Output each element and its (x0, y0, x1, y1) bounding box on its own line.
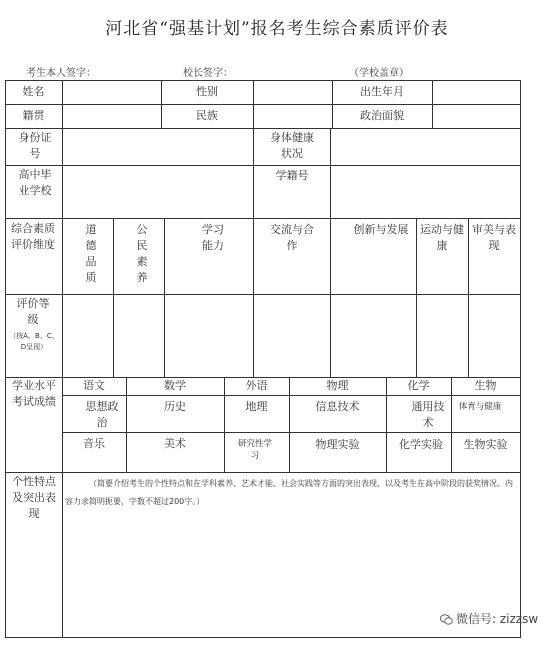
evaluation-grade-label: 评价等级 (16, 297, 50, 326)
subject-pe-health: 体育与健康 (458, 402, 502, 412)
school-seal-label: （学校盖章） (349, 68, 409, 79)
subject-research-study: 研究性学习 (237, 439, 272, 461)
gender-label: 性别 (196, 85, 218, 98)
row-line (5, 128, 521, 129)
principal-signature-label: 校长签字： (183, 68, 233, 79)
dimension-communication: 交流与合作 (270, 223, 314, 252)
personality-features-label: 个性特点及突出表现 (12, 475, 56, 520)
student-signature-label: 考生本人签字： (26, 68, 96, 79)
row-line (5, 294, 521, 295)
dimension-citizenship: 公民素养 (136, 223, 148, 284)
student-id-label: 学籍号 (275, 169, 309, 182)
subject-foreign-language: 外语 (245, 379, 268, 392)
column-line (330, 218, 331, 377)
health-status-label: 身体健康状况 (270, 131, 314, 160)
subject-music: 音乐 (83, 437, 105, 450)
subject-chemistry: 化学 (407, 379, 430, 392)
name-label: 姓名 (22, 85, 45, 98)
political-status-label: 政治面貌 (360, 109, 404, 122)
subject-physics-lab: 物理实验 (315, 438, 360, 451)
subject-general-tech: 通用技术 (411, 400, 445, 429)
subject-chemistry-lab: 化学实验 (399, 438, 443, 451)
subject-it: 信息技术 (315, 400, 360, 413)
grade-hint: （按A、B、C、D呈现） (9, 332, 59, 351)
dimension-health: 运动与健康 (420, 223, 464, 252)
row-line (62, 395, 521, 396)
column-line (416, 218, 417, 377)
ethnicity-label: 民族 (196, 109, 218, 122)
column-line (164, 218, 165, 377)
subject-politics: 思想政治 (85, 400, 119, 429)
subject-biology-lab: 生物实验 (463, 438, 508, 451)
row-line (5, 637, 521, 638)
row-line (62, 432, 521, 433)
personality-instructions: （简要介绍考生的个性特点和在学科素养、艺术才能、社会实践等方面的突出表现，以及考生在高中阶段的获奖情况。内容力求简明扼要，字数不超过200字。） (65, 479, 513, 506)
subject-art: 美术 (164, 437, 186, 450)
dimension-innovation: 创新与发展 (353, 223, 409, 236)
dimension-learning: 学习能力 (202, 223, 224, 252)
graduate-school-label: 高中毕业学校 (18, 168, 52, 197)
column-line (520, 80, 521, 638)
quality-dimension-header: 综合素质评价维度 (11, 222, 55, 251)
column-line (468, 218, 469, 377)
row-line (5, 218, 521, 219)
wechat-icon (440, 614, 453, 625)
form-title: 河北省“强基计划”报名考生综合素质评价表 (105, 19, 449, 39)
row-line (5, 472, 521, 473)
subject-geography: 地理 (245, 400, 268, 413)
native-place-label: 籍贯 (22, 109, 45, 122)
subject-math: 数学 (164, 379, 186, 392)
column-line (253, 218, 254, 377)
row-line (5, 165, 521, 166)
subject-chinese: 语文 (83, 379, 105, 392)
row-line (5, 104, 521, 105)
evaluation-form-table (5, 80, 521, 638)
academic-score-header: 学业水平考试成绩 (12, 379, 56, 408)
column-line (5, 80, 6, 638)
column-line (62, 80, 63, 638)
column-line (253, 80, 254, 128)
subject-physics: 物理 (326, 379, 349, 392)
birth-date-label: 出生年月 (360, 85, 404, 98)
column-line (330, 128, 331, 218)
dimension-aesthetics: 审美与表现 (472, 223, 516, 252)
column-line (113, 218, 114, 377)
subject-biology: 生物 (474, 379, 497, 392)
watermark-text: 微信号: zizzsw (456, 612, 539, 626)
wechat-watermark (440, 610, 538, 627)
column-line (253, 128, 254, 218)
dimension-morality: 道德品质 (85, 223, 97, 284)
subject-history: 历史 (164, 400, 186, 413)
row-line (5, 80, 521, 81)
column-line (432, 80, 433, 128)
id-number-label: 身份证号 (18, 131, 52, 160)
